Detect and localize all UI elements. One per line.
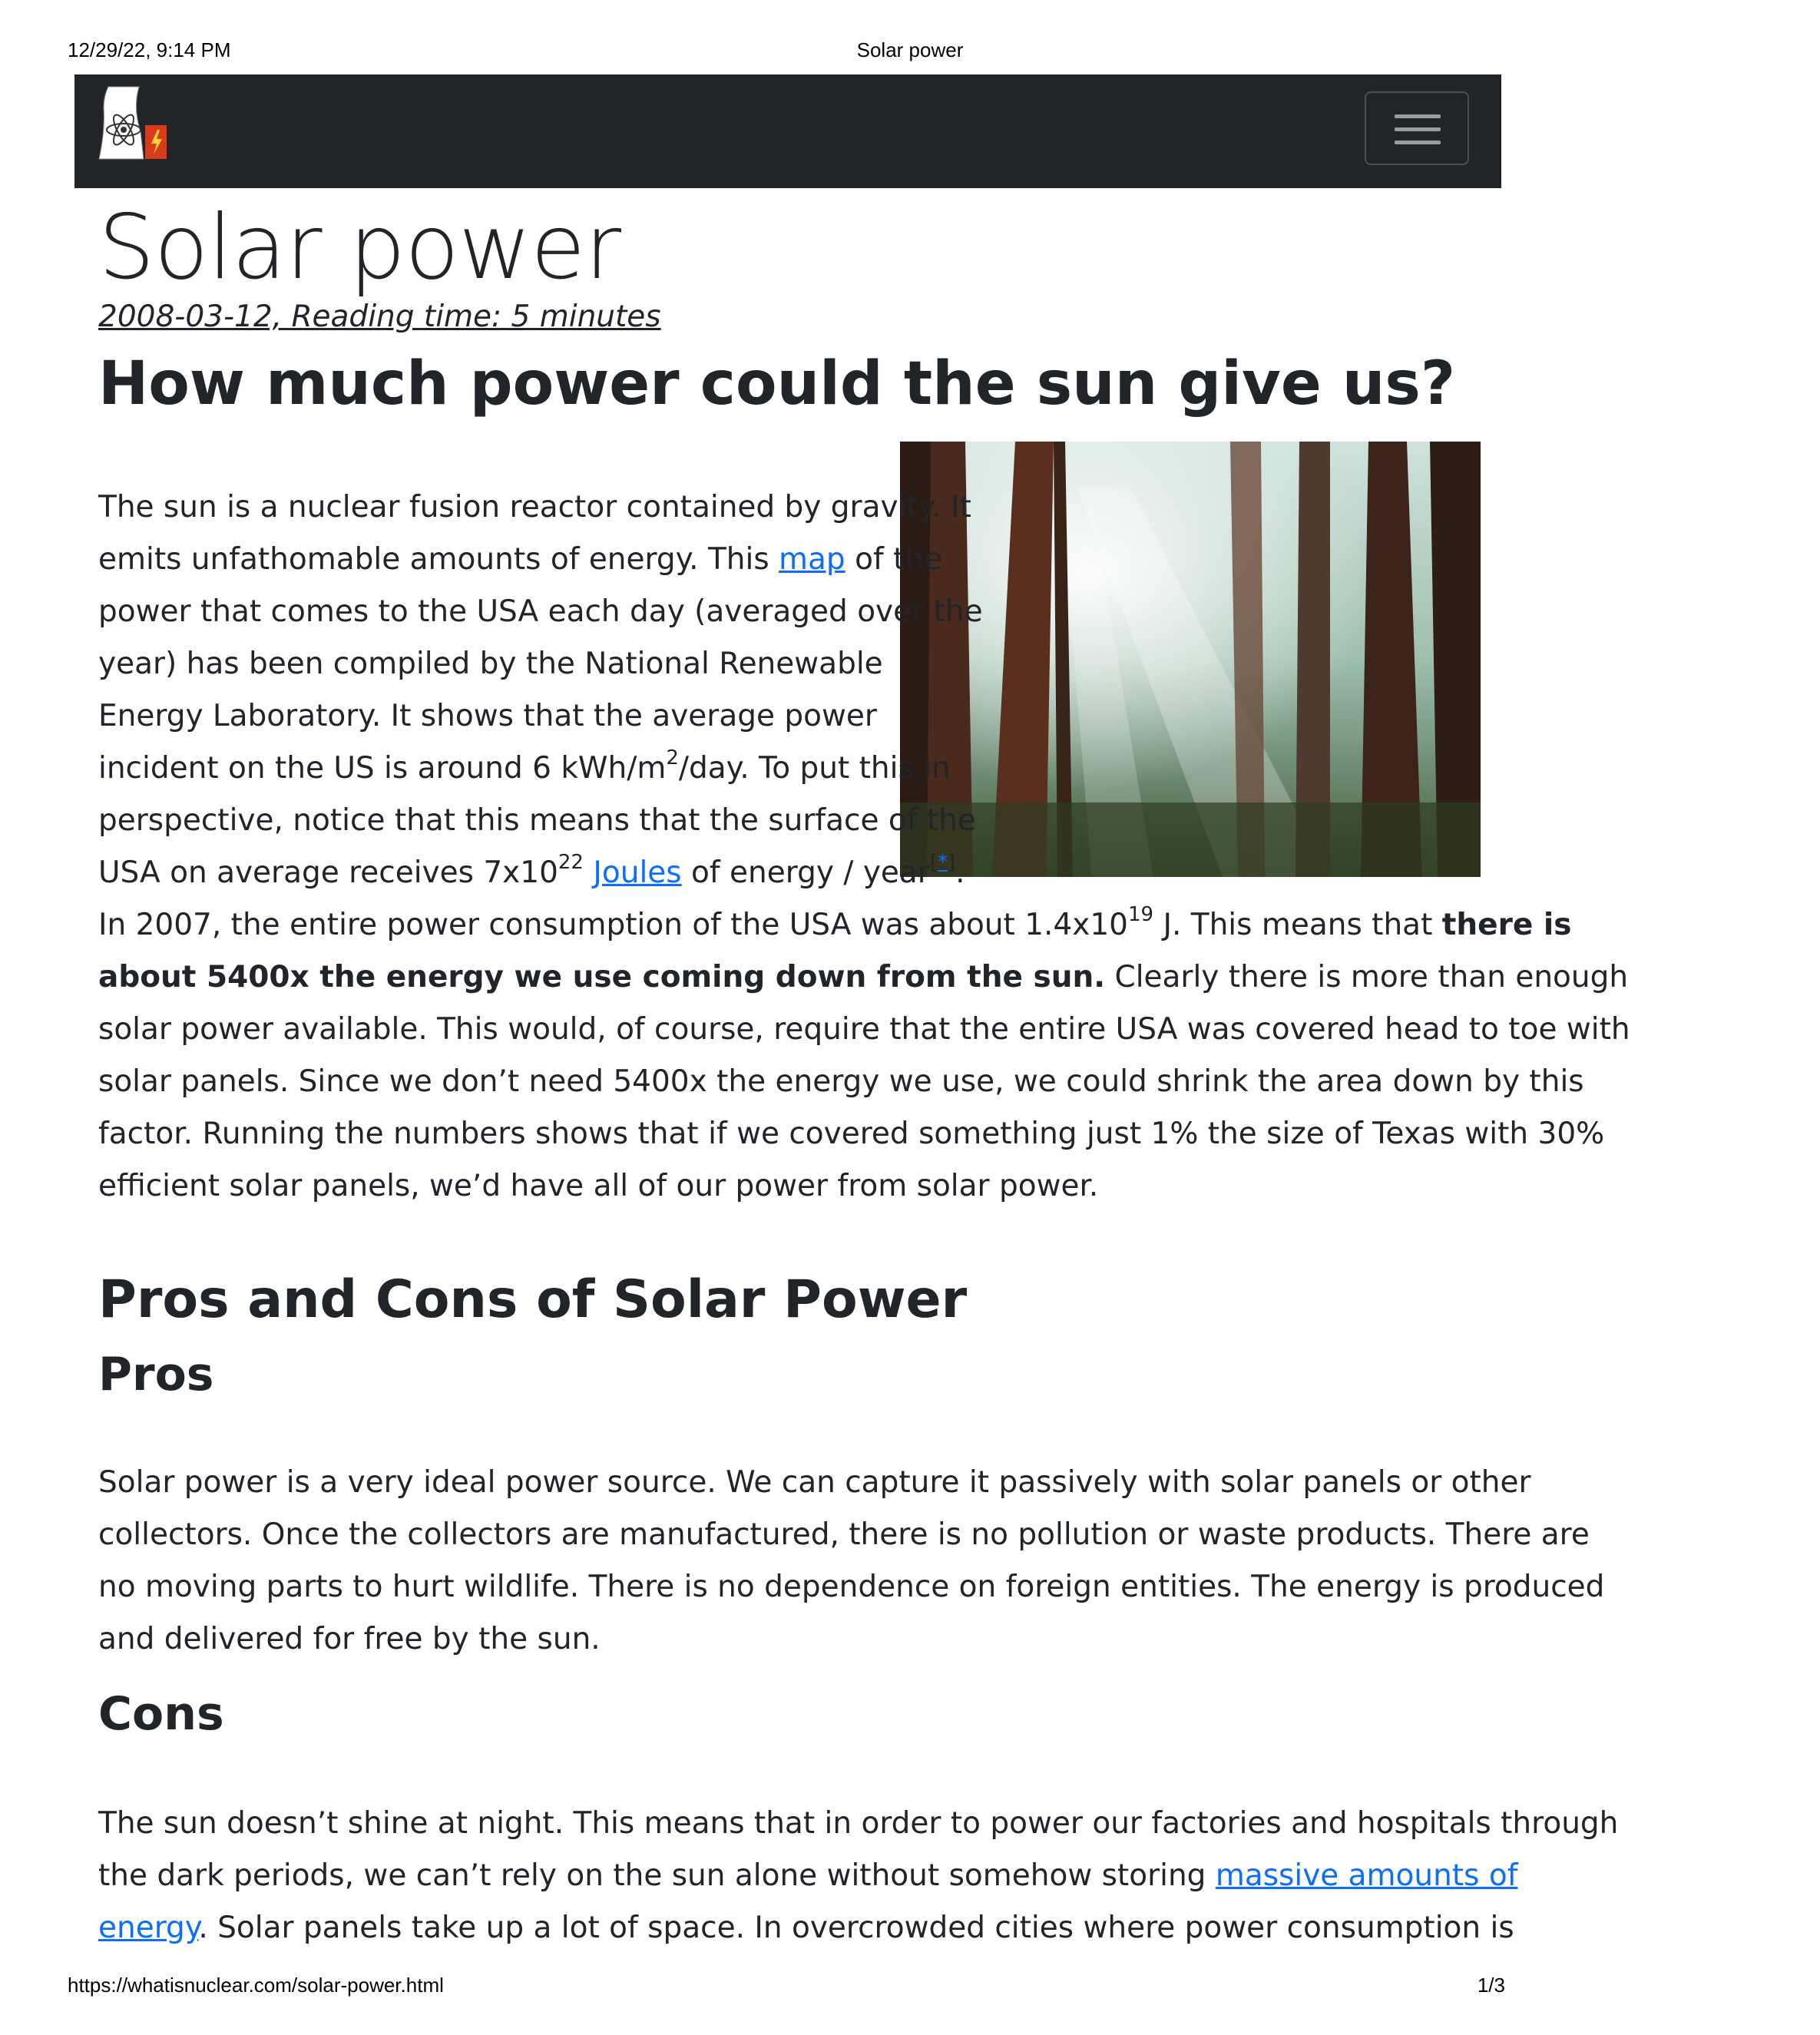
joules-link[interactable]: Joules [593,855,682,890]
page-title: Solar power [98,196,621,299]
pros-paragraph: Solar power is a very ideal power source. We can capture it passively with solar panels or other collectors. Once the collectors are manufactured, there is no pollution or waste products. There are no moving parts to hurt wildlife. There is no dependence on foreign entities. The energy is produced and delivered for free by the sun. [98,1465,1605,1656]
navbar [74,74,1501,188]
nuclear-plant-logo-icon[interactable] [98,85,174,162]
energy-storage-link-cont[interactable]: energy [98,1911,199,1945]
print-header [0,35,1573,66]
section-heading-pros-cons: Pros and Cons of Solar Power [98,1269,968,1330]
intro-paragraph: The sun is a nuclear fusion reactor contained by gravity. It emits unfathomable amounts of energy. This map of the power that comes to the USA each day (averaged over the year) has been compiled by the National Renewable Energy Laboratory. It shows that the average power incident on the US is around 6 kWh/$m^2$/day. To put this in perspective, notice that this means that the surface of the USA on average receives $7x10^{22}$ Joules of energy / year[*]. In 2007, the entire power consumption of the USA was about $1.4x10^{19}$ J. This means that there is about 5400x the energy we use coming down from the sun. Clearly there is more than enough solar power available. This would, of course, require that the entire USA was covered head to toe with solar panels. Since we don’t need 5400x the energy we use, we could shrink the area down by this factor. Running the numbers shows that if we covered something just 1% the size of Texas with 30% efficient solar panels, we’d have all of our power from solar power. [98,490,1630,1203]
emphasis-text: there is [1441,908,1572,942]
print-page-number: 1/3 [1477,1974,1505,1997]
map-link[interactable]: map [779,542,845,577]
print-datetime: 12/29/22, 9:14 PM [68,38,231,61]
section-heading-main: How much power could the sun give us? [98,349,1456,419]
print-footer [0,1972,1573,2003]
energy-storage-link[interactable]: massive amounts of [1215,1858,1518,1893]
cons-paragraph: The sun doesn’t shine at night. This means that in order to power our factories and hospitals through the dark periods, we can’t rely on the sun alone without somehow storing massive amounts of energy. Solar panels take up a lot of space. In overcrowded cities where power consumption is [98,1806,1619,1945]
section-heading-pros: Pros [98,1348,214,1401]
print-url: https://whatisnuclear.com/solar-power.html [68,1974,444,1997]
menu-toggle-button[interactable] [1365,91,1469,165]
footnote-ref-link[interactable]: * [938,851,948,874]
hamburger-icon [1395,114,1441,118]
section-heading-cons: Cons [98,1687,224,1741]
article-meta[interactable]: 2008-03-12, Reading time: 5 minutes [98,299,661,334]
print-doc-title: Solar power [856,38,964,61]
